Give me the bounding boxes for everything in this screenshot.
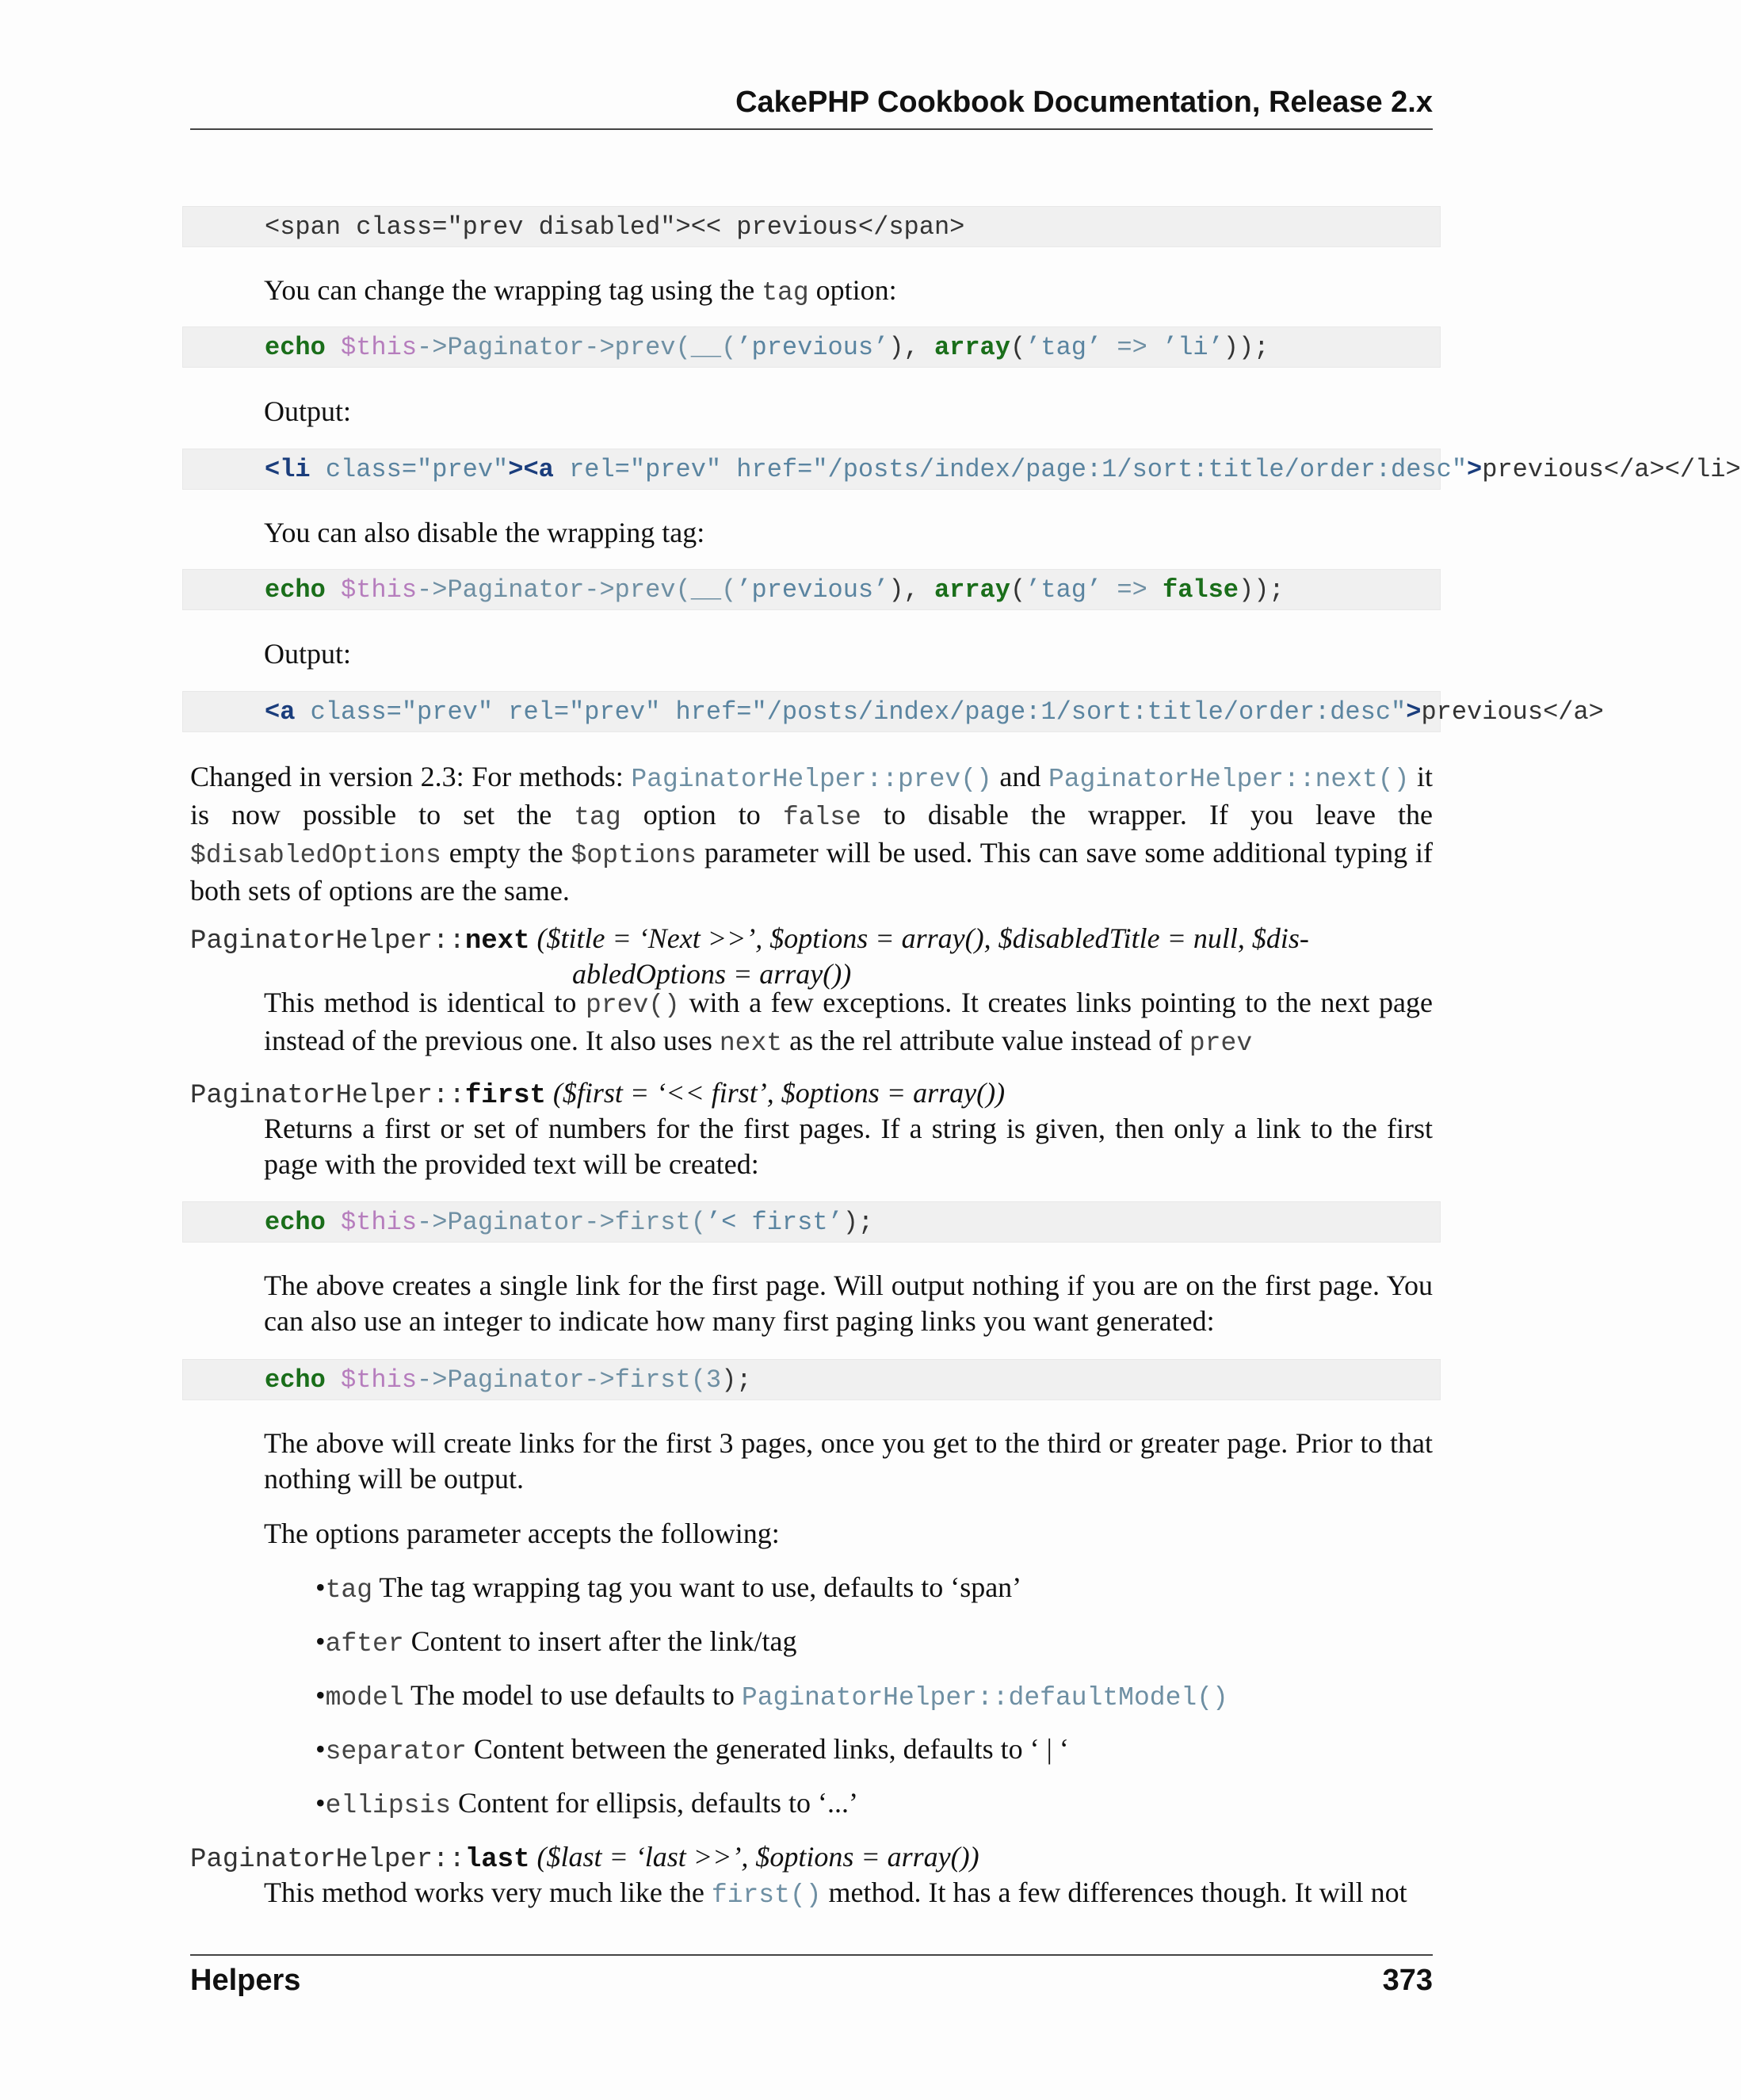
code-block-prev-false bbox=[182, 569, 1441, 610]
last-description: This method works very much like the first() method. It has a few differences though. It will not bbox=[264, 1877, 1407, 1910]
output-label: Output: bbox=[264, 395, 352, 427]
running-header: CakePHP Cookbook Documentation, Release 2.x bbox=[735, 86, 1433, 119]
method-signature-first: PaginatorHelper::first ($first = ‘<< first’, $options = array()) bbox=[190, 1077, 1006, 1111]
link-next-method[interactable]: PaginatorHelper::next() bbox=[1048, 765, 1410, 794]
next-description: This method is identical to prev() with a few exceptions. It creates links pointing to the next page instead of the previous one. It also uses next as the rel attribute value instead of prev bbox=[264, 987, 1433, 1058]
list-item: •model The model to use defaults to PaginatorHelper::defaultModel() bbox=[315, 1679, 1228, 1712]
code-block-first-string bbox=[182, 1201, 1441, 1243]
inline-code: tag bbox=[762, 278, 809, 307]
code-line: <a class="prev" rel="prev" href="/posts/index/page:1/sort:title/order:desc">previous</a> bbox=[265, 697, 1604, 727]
code-block-li-output bbox=[182, 449, 1741, 490]
method-signature-next-cont: abledOptions = array()) bbox=[572, 958, 852, 990]
paragraph-wrapping-tag: You can change the wrapping tag using the tag option: bbox=[264, 274, 897, 307]
code-line: <span class="prev disabled"><< previous</span> bbox=[265, 212, 965, 242]
header-rule bbox=[190, 128, 1433, 130]
output-label: Output: bbox=[264, 638, 352, 670]
first-description: Returns a first or set of numbers for the first pages. If a string is given, then only a link to the first page with the provided text will be created: bbox=[264, 1113, 1433, 1180]
code-line: echo $this->Paginator->first(3); bbox=[265, 1365, 752, 1395]
paragraph-disable-wrapping: You can also disable the wrapping tag: bbox=[264, 517, 705, 548]
list-item: •separator Content between the generated links, defaults to ‘ | ‘ bbox=[315, 1733, 1069, 1766]
link-first-method[interactable]: first() bbox=[711, 1880, 822, 1910]
footer-rule bbox=[190, 1954, 1433, 1956]
code-line: echo $this->Paginator->first(’< first’); bbox=[265, 1208, 874, 1237]
page-number: 373 bbox=[1382, 1964, 1433, 1997]
paragraph-first-pages: The above will create links for the first 3 pages, once you get to the third or greater page. Prior to that nothing will be output. bbox=[264, 1427, 1433, 1495]
version-changed-note: Changed in version 2.3: For methods: PaginatorHelper::prev() and PaginatorHelper::next() it is now possible to set the tag option to false to disable the wrapper. If you leave the $disabledOptions empty the $options parameter will be used. This can save some additional typing if both sets of options are the same. bbox=[190, 761, 1433, 907]
code-block-a-output bbox=[182, 691, 1604, 732]
method-signature-next: PaginatorHelper::next ($title = ‘Next >>’, $options = array(), $disabledTitle = null, $dis- bbox=[190, 922, 1309, 956]
code-line: echo $this->Paginator->prev(__(’previous’), array(’tag’ => false)); bbox=[265, 575, 1285, 605]
link-prev-method[interactable]: PaginatorHelper::prev() bbox=[631, 765, 992, 794]
code-block-prev-li bbox=[182, 326, 1441, 368]
code-line: echo $this->Paginator->prev(__(’previous’), array(’tag’ => ’li’)); bbox=[265, 333, 1269, 362]
link-default-model[interactable]: PaginatorHelper::defaultModel() bbox=[741, 1683, 1228, 1712]
list-item: •ellipsis Content for ellipsis, defaults to ‘...’ bbox=[315, 1787, 858, 1820]
code-block-first-integer bbox=[182, 1359, 1441, 1400]
paragraph-first-single-link: The above creates a single link for the first page. Will output nothing if you are on the first page. You can also use an integer to indicate how many first paging links you want generated: bbox=[264, 1270, 1433, 1337]
method-signature-last: PaginatorHelper::last ($last = ‘last >>’, $options = array()) bbox=[190, 1841, 979, 1875]
footer-section: Helpers bbox=[190, 1964, 301, 1997]
list-item: •after Content to insert after the link/tag bbox=[315, 1625, 797, 1659]
code-line: <li class="prev"><a rel="prev" href="/posts/index/page:1/sort:title/order:desc">previous</a></li> bbox=[265, 455, 1741, 484]
list-item: •tag The tag wrapping tag you want to use, defaults to ‘span’ bbox=[315, 1571, 1022, 1605]
paragraph-options-intro: The options parameter accepts the following: bbox=[264, 1518, 780, 1549]
code-block-span-disabled bbox=[182, 206, 1441, 247]
